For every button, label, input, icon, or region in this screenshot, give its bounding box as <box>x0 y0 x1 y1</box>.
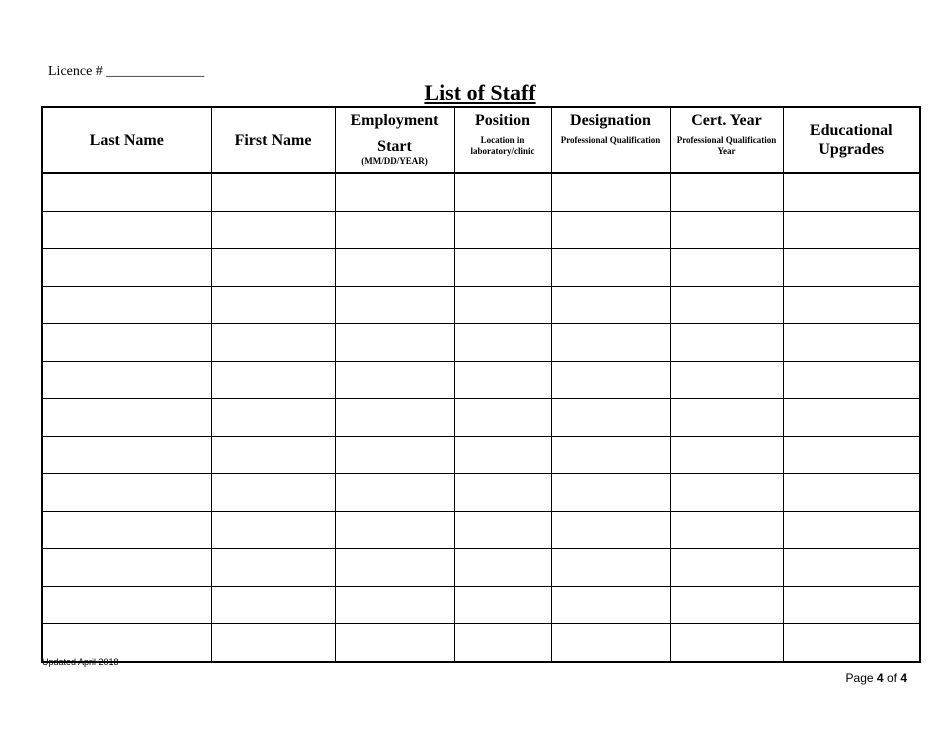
table-row <box>42 173 920 211</box>
column-header-label: Designation <box>570 112 651 129</box>
table-row <box>42 361 920 399</box>
table-cell[interactable] <box>783 324 920 362</box>
table-cell[interactable] <box>211 549 335 587</box>
table-cell[interactable] <box>454 436 551 474</box>
table-cell[interactable] <box>670 474 783 512</box>
table-cell[interactable] <box>670 173 783 211</box>
table-cell[interactable] <box>454 511 551 549</box>
table-cell[interactable] <box>211 586 335 624</box>
table-cell[interactable] <box>42 361 211 399</box>
table-cell[interactable] <box>551 511 670 549</box>
column-header-subtitle: Professional Qualification <box>560 135 661 145</box>
table-cell[interactable] <box>783 624 920 662</box>
table-cell[interactable] <box>783 399 920 437</box>
column-header-cert-year <box>670 107 783 173</box>
table-row <box>42 399 920 437</box>
column-header-subtitle: Location in laboratory/clinic <box>470 135 535 156</box>
staff-table <box>41 106 921 663</box>
page-total: 4 <box>900 671 907 685</box>
table-cell[interactable] <box>551 474 670 512</box>
table-cell[interactable] <box>551 399 670 437</box>
table-cell[interactable] <box>670 361 783 399</box>
table-cell[interactable] <box>783 436 920 474</box>
table-cell[interactable] <box>783 173 920 211</box>
table-cell[interactable] <box>551 286 670 324</box>
table-cell[interactable] <box>335 249 454 287</box>
table-cell[interactable] <box>42 549 211 587</box>
column-header-educational-upgrades <box>783 107 920 173</box>
table-cell[interactable] <box>211 286 335 324</box>
column-header-position <box>454 107 551 173</box>
table-cell[interactable] <box>783 511 920 549</box>
table-cell[interactable] <box>42 474 211 512</box>
table-cell[interactable] <box>211 436 335 474</box>
table-row <box>42 286 920 324</box>
table-cell[interactable] <box>454 173 551 211</box>
table-cell[interactable] <box>335 173 454 211</box>
table-cell[interactable] <box>670 286 783 324</box>
column-header-label: First Name <box>234 131 312 149</box>
table-cell[interactable] <box>42 286 211 324</box>
table-header-row <box>42 107 920 173</box>
column-header-last-name <box>42 107 211 173</box>
column-header-label: Employment <box>350 112 439 129</box>
table-cell[interactable] <box>670 624 783 662</box>
table-cell[interactable] <box>454 286 551 324</box>
table-cell[interactable] <box>211 211 335 249</box>
table-cell[interactable] <box>335 511 454 549</box>
table-cell[interactable] <box>670 399 783 437</box>
table-cell[interactable] <box>670 436 783 474</box>
table-cell[interactable] <box>42 211 211 249</box>
column-header-first-name <box>211 107 335 173</box>
table-cell[interactable] <box>783 586 920 624</box>
table-cell[interactable] <box>42 173 211 211</box>
table-cell[interactable] <box>454 624 551 662</box>
page-current: 4 <box>876 671 884 685</box>
table-cell[interactable] <box>670 511 783 549</box>
table-cell[interactable] <box>335 286 454 324</box>
table-row <box>42 549 920 587</box>
table-cell[interactable] <box>335 586 454 624</box>
table-cell[interactable] <box>42 511 211 549</box>
table-cell[interactable] <box>551 436 670 474</box>
table-cell[interactable] <box>551 173 670 211</box>
page-title: List of Staff <box>424 80 536 105</box>
table-cell[interactable] <box>783 361 920 399</box>
table-cell[interactable] <box>335 549 454 587</box>
column-header-label-line2: Start <box>377 138 412 155</box>
column-header-label: Position <box>474 112 531 129</box>
table-cell[interactable] <box>335 474 454 512</box>
column-header-label: Educational Upgrades <box>809 122 893 158</box>
table-row <box>42 249 920 287</box>
table-cell[interactable] <box>211 173 335 211</box>
table-cell[interactable] <box>551 624 670 662</box>
table-cell[interactable] <box>551 549 670 587</box>
table-cell[interactable] <box>454 211 551 249</box>
table-row <box>42 624 920 662</box>
table-row <box>42 324 920 362</box>
table-cell[interactable] <box>454 586 551 624</box>
table-row <box>42 436 920 474</box>
table-cell[interactable] <box>335 211 454 249</box>
table-row <box>42 211 920 249</box>
table-cell[interactable] <box>783 211 920 249</box>
table-cell[interactable] <box>211 249 335 287</box>
table-cell[interactable] <box>42 624 211 662</box>
column-header-employment-start <box>335 107 454 173</box>
column-header-subtitle: Professional Qualification Year <box>676 135 777 156</box>
table-cell[interactable] <box>783 286 920 324</box>
table-cell[interactable] <box>454 549 551 587</box>
table-cell[interactable] <box>454 249 551 287</box>
updated-date: Updated April 2018 <box>42 657 119 667</box>
table-cell[interactable] <box>670 211 783 249</box>
table-cell[interactable] <box>211 511 335 549</box>
table-cell[interactable] <box>42 324 211 362</box>
table-cell[interactable] <box>670 586 783 624</box>
table-cell[interactable] <box>211 399 335 437</box>
table-cell[interactable] <box>454 399 551 437</box>
table-cell[interactable] <box>783 249 920 287</box>
table-cell[interactable] <box>783 474 920 512</box>
table-body <box>42 173 920 662</box>
column-header-label: Cert. Year <box>691 112 762 129</box>
column-header-label: Last Name <box>89 131 164 149</box>
page-of: of <box>886 671 897 685</box>
table-cell[interactable] <box>454 324 551 362</box>
table-cell[interactable] <box>42 249 211 287</box>
table-row <box>42 474 920 512</box>
table-cell[interactable] <box>211 324 335 362</box>
table-cell[interactable] <box>670 249 783 287</box>
table-cell[interactable] <box>551 249 670 287</box>
table-cell[interactable] <box>42 586 211 624</box>
licence-number-label: Licence # ______________ <box>48 64 205 79</box>
table-cell[interactable] <box>335 436 454 474</box>
page-prefix: Page <box>845 671 874 685</box>
table-cell[interactable] <box>42 399 211 437</box>
table-cell[interactable] <box>783 549 920 587</box>
table-cell[interactable] <box>335 624 454 662</box>
table-cell[interactable] <box>551 586 670 624</box>
column-header-subtitle: (MM/DD/YEAR) <box>361 156 428 166</box>
table-cell[interactable] <box>670 549 783 587</box>
table-cell[interactable] <box>211 361 335 399</box>
table-cell[interactable] <box>211 474 335 512</box>
table-row <box>42 511 920 549</box>
table-cell[interactable] <box>335 324 454 362</box>
table-cell[interactable] <box>551 211 670 249</box>
table-cell[interactable] <box>42 436 211 474</box>
table-cell[interactable] <box>551 324 670 362</box>
table-cell[interactable] <box>335 399 454 437</box>
table-cell[interactable] <box>670 324 783 362</box>
table-cell[interactable] <box>454 474 551 512</box>
table-cell[interactable] <box>551 361 670 399</box>
table-row <box>42 586 920 624</box>
table-cell[interactable] <box>335 361 454 399</box>
table-cell[interactable] <box>454 361 551 399</box>
table-cell[interactable] <box>211 624 335 662</box>
column-header-designation <box>551 107 670 173</box>
page-number <box>846 671 907 685</box>
